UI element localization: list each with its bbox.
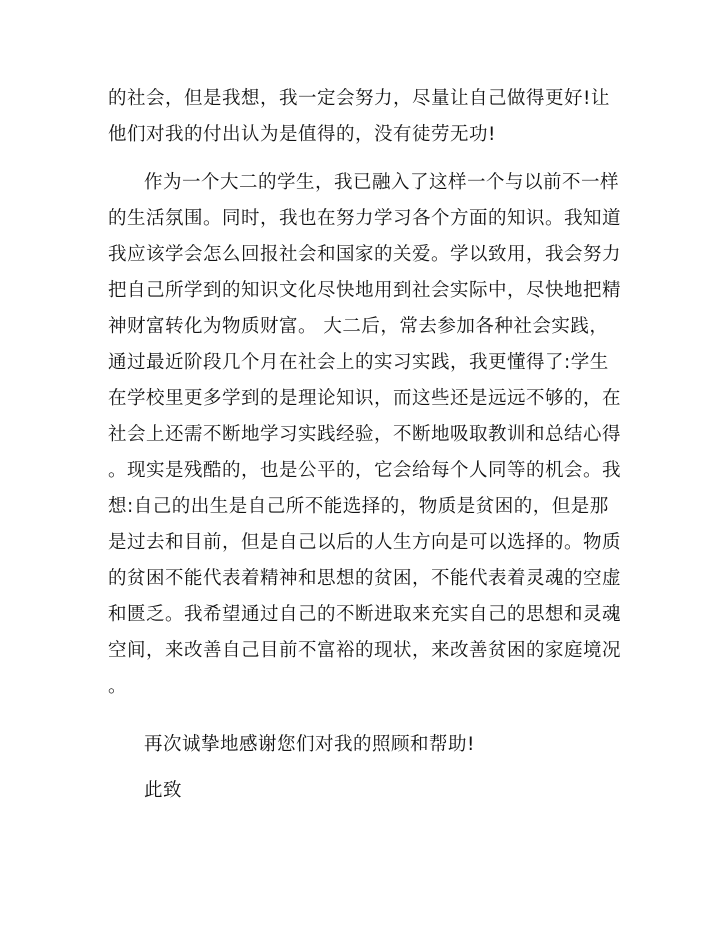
- text-line: 的生活氛围。同时，我也在努力学习各个方面的知识。我知道: [108, 208, 622, 229]
- text-line: 。: [108, 676, 128, 697]
- text-line: 神财富转化为物质财富。 大二后，常去参加各种社会实践，: [108, 316, 609, 337]
- paragraph-first-line: 作为一个大二的学生，我已融入了这样一个与以前不一样: [144, 172, 620, 193]
- text-line: 的贫困不能代表着精神和思想的贫困，不能代表着灵魂的空虚: [108, 568, 622, 589]
- text-line: 把自己所学到的知识文化尽快地用到社会实际中，尽快地把精: [108, 280, 622, 301]
- text-line: 通过最近阶段几个月在社会上的实习实践，我更懂得了:学生: [108, 352, 609, 373]
- text-line: 空间，来改善自己目前不富裕的现状，来改善贫困的家庭境况: [108, 640, 622, 661]
- closing-salutation: 此致: [144, 780, 183, 801]
- text-line: 在学校里更多学到的是理论知识，而这些还是远远不够的，在: [108, 388, 622, 409]
- text-line: 。现实是残酷的，也是公平的，它会给每个人同等的机会。我: [108, 460, 622, 481]
- text-line: 的社会，但是我想，我一定会努力，尽量让自己做得更好!让: [108, 88, 610, 109]
- text-line: 想:自己的出生是自己所不能选择的，物质是贫困的，但是那: [108, 496, 609, 517]
- text-line: 社会上还需不断地学习实践经验，不断地吸取教训和总结心得: [108, 424, 622, 445]
- text-line: 他们对我的付出认为是值得的，没有徒劳无功!: [108, 124, 496, 145]
- text-line: 我应该学会怎么回报社会和国家的关爱。学以致用，我会努力: [108, 244, 622, 265]
- text-line: 是过去和目前，但是自己以后的人生方向是可以选择的。物质: [108, 532, 622, 553]
- thanks-line: 再次诚挚地感谢您们对我的照顾和帮助!: [144, 734, 475, 755]
- text-line: 和匮乏。我希望通过自己的不断进取来充实自己的思想和灵魂: [108, 604, 622, 625]
